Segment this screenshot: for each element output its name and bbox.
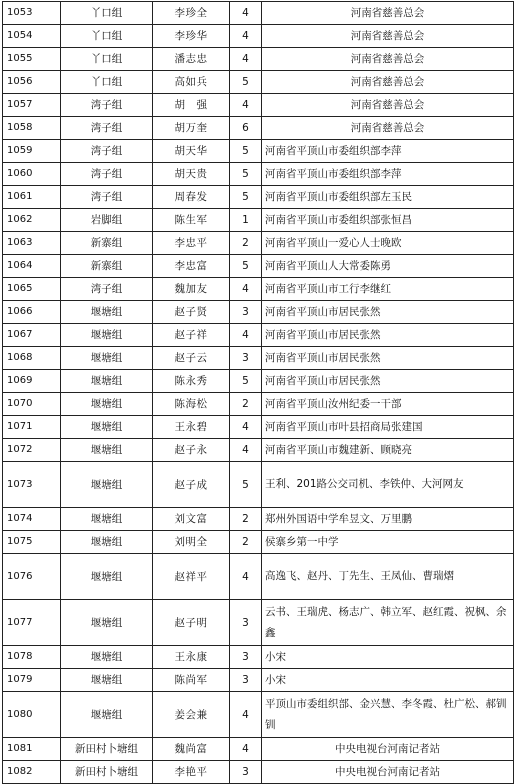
cell-group: 湾子组 [61,117,153,140]
table-row [3,370,514,393]
cell-group: 湾子组 [61,163,153,186]
table-row [3,163,514,186]
cell-name: 赵子明 [153,600,230,646]
cell-group: 堰塘组 [61,393,153,416]
cell-name: 李珍华 [153,25,230,48]
donation-table [2,1,514,784]
cell-amount: 3 [230,761,262,784]
table-row [3,94,514,117]
table-row [3,209,514,232]
cell-amount: 4 [230,48,262,71]
cell-group: 丫口组 [61,48,153,71]
cell-donor: 河南省平顶山市工行李继红 [262,278,514,301]
table-row [3,531,514,554]
cell-amount: 3 [230,600,262,646]
cell-id: 1062 [3,209,61,232]
cell-amount: 6 [230,117,262,140]
cell-id: 1081 [3,738,61,761]
cell-id: 1074 [3,508,61,531]
cell-donor: 平顶山市委组织部、金兴慧、李冬霞、杜广松、郝钏钏 [262,692,514,738]
table-row [3,738,514,761]
cell-name: 姜会兼 [153,692,230,738]
cell-name: 赵子成 [153,462,230,508]
cell-donor: 河南省平顶山市叶县招商局张建国 [262,416,514,439]
cell-amount: 2 [230,393,262,416]
cell-id: 1053 [3,2,61,25]
cell-donor: 中央电视台河南记者站 [262,738,514,761]
cell-donor: 河南省慈善总会 [262,71,514,94]
cell-amount: 2 [230,508,262,531]
cell-name: 胡天贵 [153,163,230,186]
table-row [3,508,514,531]
cell-id: 1060 [3,163,61,186]
cell-group: 堰塘组 [61,462,153,508]
cell-amount: 2 [230,531,262,554]
cell-name: 陈生军 [153,209,230,232]
cell-name: 陈尚军 [153,669,230,692]
cell-id: 1069 [3,370,61,393]
cell-group: 丫口组 [61,71,153,94]
cell-group: 湾子组 [61,278,153,301]
cell-id: 1072 [3,439,61,462]
cell-amount: 4 [230,554,262,600]
cell-donor: 侯寨乡第一中学 [262,531,514,554]
cell-group: 岩脚组 [61,209,153,232]
cell-amount: 1 [230,209,262,232]
table-body [3,2,514,784]
table-row [3,761,514,784]
table-row [3,117,514,140]
table-row [3,347,514,370]
cell-group: 湾子组 [61,186,153,209]
cell-donor: 河南省慈善总会 [262,48,514,71]
cell-donor: 河南省平顶山人大常委陈勇 [262,255,514,278]
cell-donor: 河南省平顶山市居民张然 [262,347,514,370]
cell-amount: 2 [230,232,262,255]
cell-id: 1080 [3,692,61,738]
table-row [3,554,514,600]
cell-group: 堰塘组 [61,416,153,439]
cell-group: 丫口组 [61,2,153,25]
cell-donor: 河南省平顶山市委组织部左玉民 [262,186,514,209]
cell-amount: 4 [230,278,262,301]
table-row [3,393,514,416]
cell-group: 湾子组 [61,94,153,117]
table-row [3,278,514,301]
cell-id: 1065 [3,278,61,301]
cell-name: 赵祥平 [153,554,230,600]
table-row [3,2,514,25]
cell-group: 堰塘组 [61,301,153,324]
cell-amount: 5 [230,71,262,94]
cell-amount: 3 [230,347,262,370]
cell-donor: 河南省慈善总会 [262,117,514,140]
cell-donor: 王利、201路公交司机、李铁仲、大河网友 [262,462,514,508]
table-row [3,439,514,462]
cell-id: 1067 [3,324,61,347]
cell-name: 李忠平 [153,232,230,255]
cell-group: 新寨组 [61,255,153,278]
cell-id: 1061 [3,186,61,209]
cell-amount: 4 [230,2,262,25]
cell-donor: 河南省平顶山市居民张然 [262,324,514,347]
cell-name: 陈海松 [153,393,230,416]
cell-name: 陈永秀 [153,370,230,393]
cell-donor: 郑州外国语中学牟昱文、万里鹏 [262,508,514,531]
cell-amount: 4 [230,439,262,462]
table-row [3,646,514,669]
cell-donor: 河南省平顶山一爱心人士晚欧 [262,232,514,255]
cell-donor: 河南省平顶山市委组织部李萍 [262,163,514,186]
cell-group: 堰塘组 [61,439,153,462]
table-row [3,255,514,278]
cell-id: 1076 [3,554,61,600]
cell-name: 赵子永 [153,439,230,462]
cell-name: 王永康 [153,646,230,669]
cell-name: 胡 强 [153,94,230,117]
cell-donor: 河南省慈善总会 [262,2,514,25]
cell-name: 李珍全 [153,2,230,25]
cell-group: 堰塘组 [61,600,153,646]
cell-group: 堰塘组 [61,347,153,370]
table-row [3,25,514,48]
cell-group: 堰塘组 [61,692,153,738]
cell-id: 1054 [3,25,61,48]
cell-amount: 5 [230,140,262,163]
cell-id: 1070 [3,393,61,416]
cell-group: 堰塘组 [61,531,153,554]
table-row [3,600,514,646]
table-row [3,462,514,508]
cell-name: 魏尚富 [153,738,230,761]
table-row [3,301,514,324]
cell-group: 堰塘组 [61,646,153,669]
cell-amount: 5 [230,163,262,186]
cell-donor: 云书、王瑞虎、杨志广、韩立军、赵红霞、祝枫、余鑫 [262,600,514,646]
cell-id: 1075 [3,531,61,554]
cell-donor: 河南省平顶山市委组织部张恒昌 [262,209,514,232]
cell-name: 刘文富 [153,508,230,531]
cell-group: 堰塘组 [61,669,153,692]
cell-id: 1082 [3,761,61,784]
cell-name: 高如兵 [153,71,230,94]
cell-donor: 高逸飞、赵丹、丁先生、王凤仙、曹瑞熠 [262,554,514,600]
cell-amount: 4 [230,94,262,117]
table-row [3,140,514,163]
cell-donor: 河南省平顶山市居民张然 [262,301,514,324]
cell-name: 刘明全 [153,531,230,554]
cell-name: 潘志忠 [153,48,230,71]
cell-id: 1063 [3,232,61,255]
table-row [3,186,514,209]
cell-group: 堰塘组 [61,370,153,393]
cell-id: 1071 [3,416,61,439]
cell-donor: 中央电视台河南记者站 [262,761,514,784]
cell-group: 湾子组 [61,140,153,163]
cell-amount: 3 [230,301,262,324]
cell-donor: 小宋 [262,646,514,669]
cell-group: 新田村卜塘组 [61,738,153,761]
donation-sheet [2,1,513,784]
cell-group: 新田村卜塘组 [61,761,153,784]
cell-group: 丫口组 [61,25,153,48]
cell-id: 1066 [3,301,61,324]
cell-amount: 4 [230,692,262,738]
cell-donor: 河南省慈善总会 [262,25,514,48]
cell-donor: 河南省慈善总会 [262,94,514,117]
cell-group: 新寨组 [61,232,153,255]
cell-group: 堰塘组 [61,324,153,347]
cell-id: 1059 [3,140,61,163]
cell-donor: 河南省平顶山市居民张然 [262,370,514,393]
cell-name: 周春发 [153,186,230,209]
cell-group: 堰塘组 [61,508,153,531]
cell-name: 胡万奎 [153,117,230,140]
cell-group: 堰塘组 [61,554,153,600]
cell-id: 1055 [3,48,61,71]
cell-name: 赵子云 [153,347,230,370]
cell-donor: 河南省平顶山市魏建新、顾晓亮 [262,439,514,462]
cell-donor: 河南省平顶山汝州纪委一干部 [262,393,514,416]
cell-name: 赵子祥 [153,324,230,347]
cell-name: 李艳平 [153,761,230,784]
cell-amount: 4 [230,324,262,347]
cell-donor: 河南省平顶山市委组织部李萍 [262,140,514,163]
cell-amount: 5 [230,370,262,393]
cell-amount: 5 [230,462,262,508]
cell-amount: 5 [230,255,262,278]
cell-id: 1077 [3,600,61,646]
cell-amount: 4 [230,738,262,761]
table-row [3,232,514,255]
cell-id: 1068 [3,347,61,370]
cell-amount: 5 [230,186,262,209]
cell-name: 李忠富 [153,255,230,278]
cell-id: 1064 [3,255,61,278]
cell-id: 1073 [3,462,61,508]
table-row [3,692,514,738]
table-row [3,669,514,692]
cell-amount: 4 [230,416,262,439]
table-row [3,324,514,347]
cell-id: 1056 [3,71,61,94]
cell-id: 1079 [3,669,61,692]
cell-donor: 小宋 [262,669,514,692]
cell-name: 魏加友 [153,278,230,301]
cell-amount: 4 [230,25,262,48]
cell-name: 赵子贤 [153,301,230,324]
cell-id: 1057 [3,94,61,117]
cell-amount: 3 [230,646,262,669]
cell-name: 王永碧 [153,416,230,439]
cell-id: 1058 [3,117,61,140]
table-row [3,416,514,439]
cell-id: 1078 [3,646,61,669]
table-row [3,48,514,71]
cell-amount: 3 [230,669,262,692]
cell-name: 胡天华 [153,140,230,163]
table-row [3,71,514,94]
